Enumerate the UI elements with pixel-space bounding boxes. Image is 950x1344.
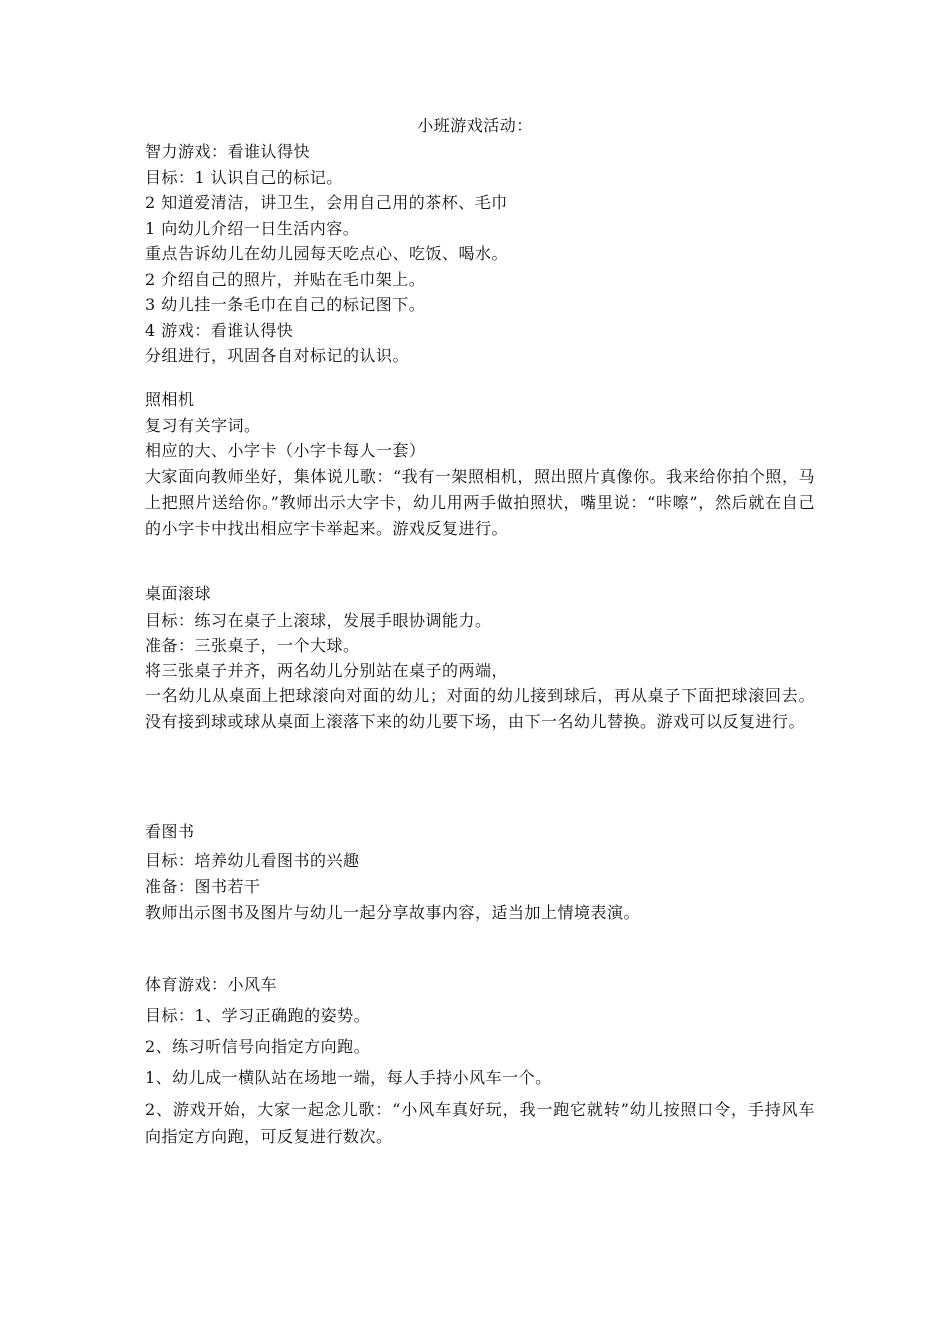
- text-line: 3 幼儿挂一条毛巾在自己的标记图下。: [145, 295, 426, 314]
- section-camera-game: [145, 387, 815, 542]
- text-line: 目标：1 认识自己的标记。: [145, 167, 343, 187]
- text-line: 相应的大、小字卡（小字卡每人一套）: [145, 441, 426, 460]
- section-heading: 照相机: [145, 390, 195, 409]
- text-line: 2 介绍自己的照片，并贴在毛巾架上。: [145, 269, 426, 289]
- section-intelligence-game: [145, 139, 815, 369]
- section-pinwheel-game: [145, 969, 815, 1150]
- section-heading: 体育游戏：小风车: [145, 975, 278, 994]
- text-line: 教师出示图书及图片与幼儿一起分享故事内容，适当加上情境表演。: [145, 903, 641, 922]
- text-line: 目标：练习在桌子上滚球，发展手眼协调能力。: [145, 611, 492, 630]
- paragraph: 2、游戏开始，大家一起念儿歌：“小风车真好玩，我一跑它就转”幼儿按照口令，手持风车向指定方向跑，可反复进行数次。: [145, 1100, 815, 1146]
- section-heading: 桌面滚球: [145, 584, 212, 603]
- paragraph: 大家面向教师坐好，集体说儿歌：“我有一架照相机，照出照片真像你。我来给你拍个照，马上把照片送给你。”教师出示大字卡，幼儿用两手做拍照状，嘴里说：“咔嚓”，然后就在自己的小字卡中找出相应字卡举起来。游戏反复进行。: [145, 466, 815, 538]
- text-line: 重点告诉幼儿在幼儿园每天吃点心、吃饭、喝水。: [145, 244, 509, 263]
- section-heading: 智力游戏：看谁认得快: [145, 142, 311, 161]
- section-heading: 看图书: [145, 822, 195, 841]
- text-line: 2 知道爱清洁，讲卫生，会用自己用的茶杯、毛巾: [145, 193, 508, 212]
- text-line: 复习有关字词。: [145, 415, 261, 435]
- text-line: 准备：图书若干: [145, 877, 261, 896]
- text-line: 将三张桌子并齐，两名幼儿分别站在桌子的两端，: [145, 661, 509, 680]
- text-line: 准备：三张桌子，一个大球。: [145, 636, 360, 655]
- text-line: 2、练习听信号向指定方向跑。: [145, 1037, 371, 1056]
- text-line: 目标：1、学习正确跑的姿势。: [145, 1006, 371, 1025]
- section-picture-books: [145, 817, 815, 926]
- page-title: 小班游戏活动：: [417, 116, 533, 135]
- text-line: 目标：培养幼儿看图书的兴趣: [145, 851, 360, 870]
- section-table-ball: [145, 580, 815, 734]
- text-line: 4 游戏：看谁认得快: [145, 320, 294, 340]
- text-line: 1 向幼儿介绍一日生活内容。: [145, 218, 360, 238]
- paragraph: 一名幼儿从桌面上把球滚向对面的幼儿；对面的幼儿接到球后，再从桌子下面把球滚回去。没有接到球或球从桌面上滚落下来的幼儿要下场，由下一名幼儿替换。游戏可以反复进行。: [145, 686, 815, 731]
- text-line: 分组进行，巩固各自对标记的认识。: [145, 346, 410, 365]
- text-line: 1、幼儿成一横队站在场地一端，每人手持小风车一个。: [145, 1068, 552, 1087]
